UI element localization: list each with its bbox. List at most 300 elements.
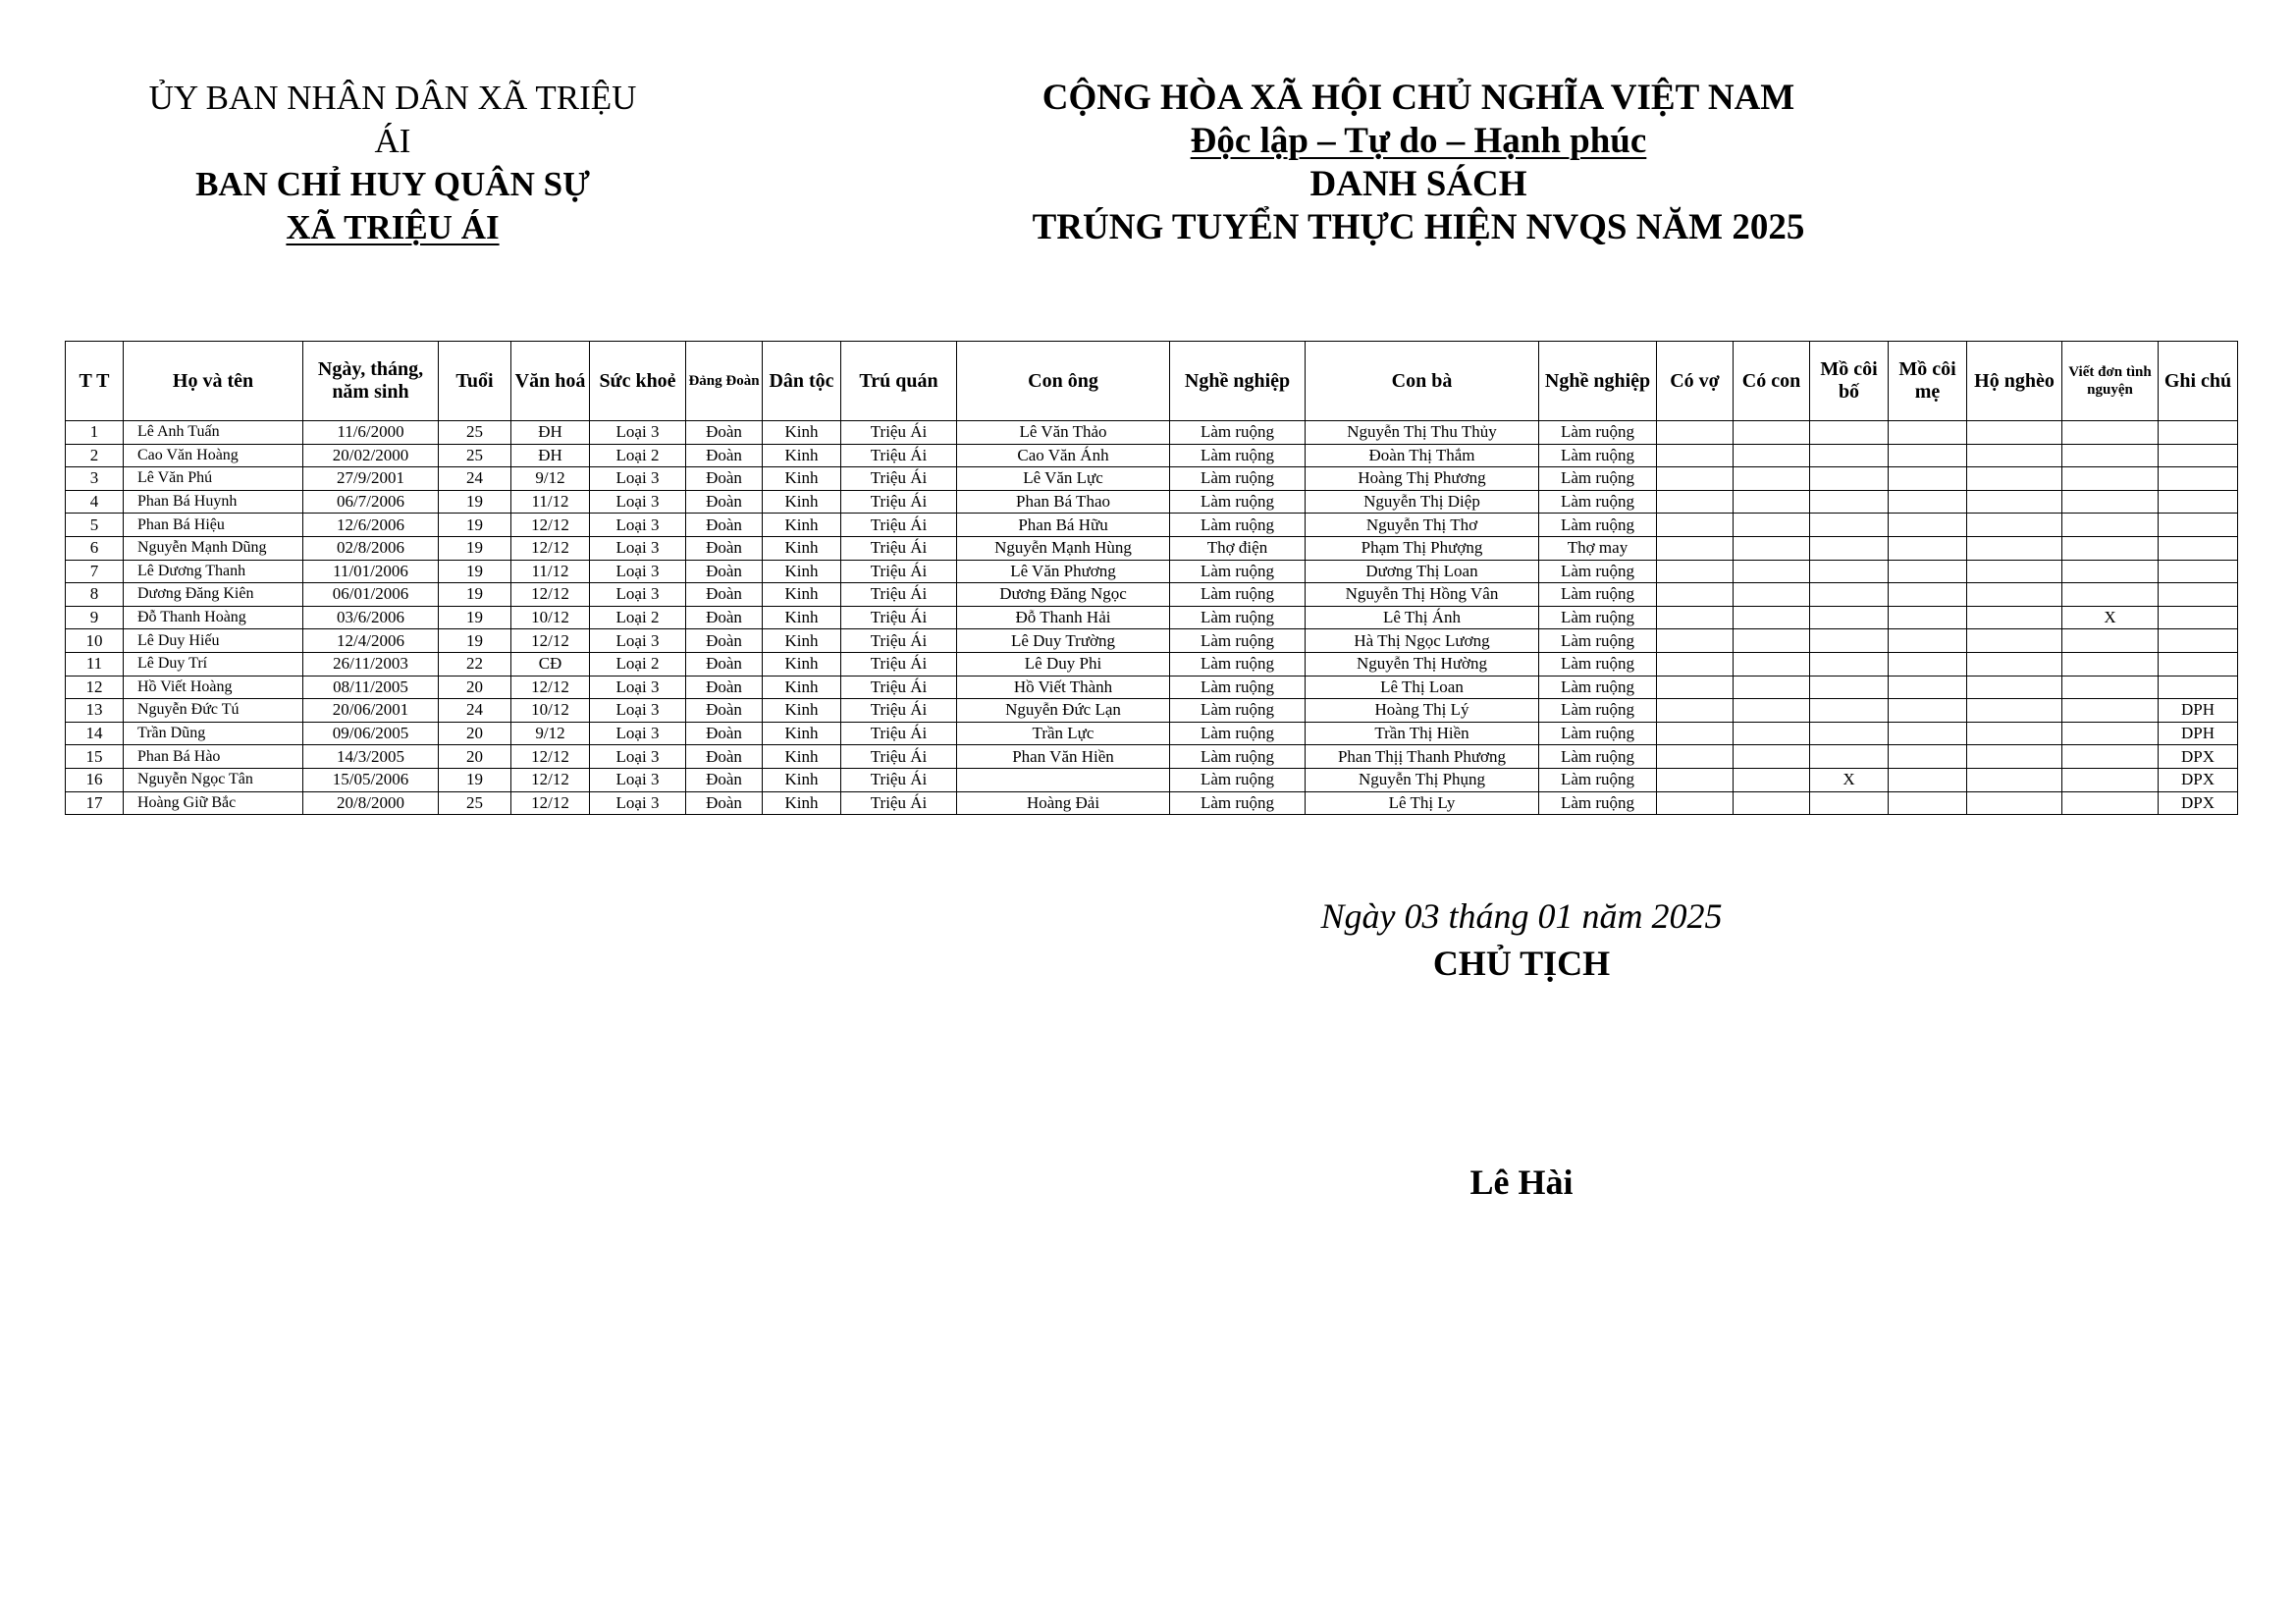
cell-volunteer <box>2062 421 2159 445</box>
cell-no-father <box>1810 745 1889 769</box>
cell-name: Lê Duy Trí <box>124 652 303 676</box>
cell-married <box>1657 560 1734 583</box>
cell-no-father <box>1810 652 1889 676</box>
cell-no-father <box>1810 444 1889 467</box>
cell-ethnicity: Kinh <box>763 606 841 629</box>
cell-no-mother <box>1889 560 1967 583</box>
col-header-married: Có vợ <box>1657 342 1734 421</box>
cell-party: Đoàn <box>686 536 763 560</box>
col-header-health: Sức khoẻ <box>590 342 686 421</box>
col-header-father: Con ông <box>957 342 1170 421</box>
cell-children <box>1734 583 1810 607</box>
cell-mother-job: Làm ruộng <box>1539 629 1657 653</box>
table-row <box>66 444 2238 467</box>
cell-residence: Triệu Ái <box>841 629 957 653</box>
cell-ethnicity: Kinh <box>763 791 841 815</box>
table-row <box>66 745 2238 769</box>
cell-health: Loại 3 <box>590 722 686 745</box>
cell-party: Đoàn <box>686 652 763 676</box>
cell-name: Lê Dương Thanh <box>124 560 303 583</box>
cell-name: Cao Văn Hoàng <box>124 444 303 467</box>
col-header-note: Ghi chú <box>2159 342 2238 421</box>
cell-party: Đoàn <box>686 722 763 745</box>
cell-children <box>1734 652 1810 676</box>
cell-education: ĐH <box>511 421 590 445</box>
cell-no-mother <box>1889 583 1967 607</box>
cell-age: 20 <box>439 722 511 745</box>
col-header-dob: Ngày, tháng, năm sinh <box>303 342 439 421</box>
cell-father-job: Làm ruộng <box>1170 444 1306 467</box>
signature-name: Lê Hài <box>1469 1163 1574 1202</box>
cell-no-father <box>1810 490 1889 514</box>
cell-no-mother <box>1889 745 1967 769</box>
cell-education: 10/12 <box>511 699 590 723</box>
cell-name: Hồ Viết Hoàng <box>124 676 303 699</box>
cell-note <box>2159 560 2238 583</box>
cell-note <box>2159 652 2238 676</box>
cell-party: Đoàn <box>686 606 763 629</box>
cell-mother-job: Làm ruộng <box>1539 583 1657 607</box>
cell-education: 9/12 <box>511 722 590 745</box>
cell-volunteer <box>2062 490 2159 514</box>
cell-stt: 11 <box>66 652 124 676</box>
cell-residence: Triệu Ái <box>841 536 957 560</box>
cell-age: 19 <box>439 536 511 560</box>
cell-poor-household <box>1967 514 2062 537</box>
cell-note <box>2159 467 2238 491</box>
cell-no-mother <box>1889 467 1967 491</box>
cell-note <box>2159 421 2238 445</box>
cell-dob: 03/6/2006 <box>303 606 439 629</box>
cell-stt: 5 <box>66 514 124 537</box>
cell-age: 25 <box>439 791 511 815</box>
table-row <box>66 699 2238 723</box>
cell-volunteer <box>2062 652 2159 676</box>
cell-note: DPX <box>2159 768 2238 791</box>
cell-no-father <box>1810 421 1889 445</box>
cell-health: Loại 3 <box>590 560 686 583</box>
cell-children <box>1734 699 1810 723</box>
cell-no-father <box>1810 583 1889 607</box>
cell-party: Đoàn <box>686 629 763 653</box>
cell-note: DPX <box>2159 745 2238 769</box>
cell-mother: Trần Thị Hiền <box>1306 722 1539 745</box>
cell-stt: 9 <box>66 606 124 629</box>
cell-mother: Nguyễn Thị Thu Thủy <box>1306 421 1539 445</box>
cell-no-mother <box>1889 606 1967 629</box>
national-motto: Độc lập – Tự do – Hạnh phúc <box>1190 121 1647 161</box>
cell-stt: 14 <box>66 722 124 745</box>
cell-education: 10/12 <box>511 606 590 629</box>
cell-poor-household <box>1967 791 2062 815</box>
cell-mother-job: Làm ruộng <box>1539 444 1657 467</box>
cell-note <box>2159 536 2238 560</box>
cell-father-job: Làm ruộng <box>1170 768 1306 791</box>
cell-health: Loại 3 <box>590 490 686 514</box>
cell-mother-job: Làm ruộng <box>1539 606 1657 629</box>
cell-no-father <box>1810 536 1889 560</box>
cell-father-job: Làm ruộng <box>1170 514 1306 537</box>
issuer-header <box>128 77 658 249</box>
cell-children <box>1734 722 1810 745</box>
cell-name: Dương Đăng Kiên <box>124 583 303 607</box>
cell-mother-job: Làm ruộng <box>1539 722 1657 745</box>
cell-poor-household <box>1967 699 2062 723</box>
cell-mother-job: Làm ruộng <box>1539 490 1657 514</box>
cell-mother: Nguyễn Thị Phụng <box>1306 768 1539 791</box>
cell-name: Lê Anh Tuấn <box>124 421 303 445</box>
cell-stt: 6 <box>66 536 124 560</box>
cell-note: DPH <box>2159 699 2238 723</box>
cell-health: Loại 3 <box>590 745 686 769</box>
cell-volunteer <box>2062 444 2159 467</box>
cell-age: 25 <box>439 444 511 467</box>
cell-age: 19 <box>439 490 511 514</box>
cell-father: Lê Văn Lực <box>957 467 1170 491</box>
cell-mother: Dương Thị Loan <box>1306 560 1539 583</box>
cell-poor-household <box>1967 629 2062 653</box>
cell-volunteer <box>2062 722 2159 745</box>
cell-father-job: Làm ruộng <box>1170 490 1306 514</box>
table-row <box>66 490 2238 514</box>
cell-note <box>2159 444 2238 467</box>
cell-health: Loại 3 <box>590 514 686 537</box>
cell-age: 24 <box>439 467 511 491</box>
cell-note: DPX <box>2159 791 2238 815</box>
table-row <box>66 652 2238 676</box>
cell-note <box>2159 514 2238 537</box>
cell-no-father <box>1810 699 1889 723</box>
cell-mother: Nguyễn Thị Diệp <box>1306 490 1539 514</box>
cell-father-job: Làm ruộng <box>1170 745 1306 769</box>
cell-children <box>1734 629 1810 653</box>
cell-dob: 20/02/2000 <box>303 444 439 467</box>
cell-note <box>2159 606 2238 629</box>
cell-father <box>957 768 1170 791</box>
cell-no-father <box>1810 560 1889 583</box>
cell-dob: 09/06/2005 <box>303 722 439 745</box>
col-header-father-job: Nghề nghiệp <box>1170 342 1306 421</box>
cell-volunteer <box>2062 768 2159 791</box>
cell-education: 11/12 <box>511 560 590 583</box>
cell-party: Đoàn <box>686 745 763 769</box>
cell-no-mother <box>1889 768 1967 791</box>
cell-dob: 14/3/2005 <box>303 745 439 769</box>
cell-father: Phan Bá Hữu <box>957 514 1170 537</box>
cell-father: Cao Văn Ánh <box>957 444 1170 467</box>
cell-father-job: Làm ruộng <box>1170 583 1306 607</box>
cell-children <box>1734 745 1810 769</box>
cell-mother-job: Làm ruộng <box>1539 514 1657 537</box>
cell-name: Nguyễn Đức Tú <box>124 699 303 723</box>
cell-age: 19 <box>439 606 511 629</box>
table-row <box>66 768 2238 791</box>
cell-father: Nguyễn Đức Lạn <box>957 699 1170 723</box>
table-header-row <box>66 342 2238 421</box>
cell-party: Đoàn <box>686 699 763 723</box>
cell-residence: Triệu Ái <box>841 722 957 745</box>
cell-father-job: Làm ruộng <box>1170 722 1306 745</box>
cell-father-job: Làm ruộng <box>1170 421 1306 445</box>
cell-mother: Hoàng Thị Lý <box>1306 699 1539 723</box>
cell-no-father <box>1810 676 1889 699</box>
table-row <box>66 467 2238 491</box>
cell-ethnicity: Kinh <box>763 652 841 676</box>
cell-mother-job: Làm ruộng <box>1539 745 1657 769</box>
cell-education: 12/12 <box>511 768 590 791</box>
cell-father: Lê Duy Trường <box>957 629 1170 653</box>
cell-dob: 12/4/2006 <box>303 629 439 653</box>
cell-volunteer <box>2062 745 2159 769</box>
cell-children <box>1734 444 1810 467</box>
cell-married <box>1657 444 1734 467</box>
cell-married <box>1657 791 1734 815</box>
cell-children <box>1734 768 1810 791</box>
cell-residence: Triệu Ái <box>841 421 957 445</box>
cell-ethnicity: Kinh <box>763 421 841 445</box>
cell-volunteer <box>2062 560 2159 583</box>
cell-residence: Triệu Ái <box>841 583 957 607</box>
cell-residence: Triệu Ái <box>841 676 957 699</box>
cell-dob: 06/7/2006 <box>303 490 439 514</box>
cell-father: Phan Bá Thao <box>957 490 1170 514</box>
cell-father-job: Làm ruộng <box>1170 676 1306 699</box>
cell-father-job: Làm ruộng <box>1170 791 1306 815</box>
cell-father: Đỗ Thanh Hải <box>957 606 1170 629</box>
cell-children <box>1734 467 1810 491</box>
cell-health: Loại 3 <box>590 467 686 491</box>
cell-ethnicity: Kinh <box>763 467 841 491</box>
cell-no-mother <box>1889 444 1967 467</box>
cell-married <box>1657 629 1734 653</box>
cell-name: Phan Bá Hào <box>124 745 303 769</box>
cell-mother: Nguyễn Thị Hồng Vân <box>1306 583 1539 607</box>
cell-stt: 17 <box>66 791 124 815</box>
table-row <box>66 629 2238 653</box>
cell-stt: 15 <box>66 745 124 769</box>
cell-name: Lê Duy Hiếu <box>124 629 303 653</box>
cell-name: Phan Bá Hiệu <box>124 514 303 537</box>
col-header-children: Có con <box>1734 342 1810 421</box>
col-header-no-mother: Mồ côi mẹ <box>1889 342 1967 421</box>
col-header-name: Họ và tên <box>124 342 303 421</box>
cell-age: 19 <box>439 583 511 607</box>
col-header-no-father: Mồ côi bố <box>1810 342 1889 421</box>
cell-father-job: Làm ruộng <box>1170 467 1306 491</box>
cell-children <box>1734 514 1810 537</box>
cell-children <box>1734 490 1810 514</box>
cell-married <box>1657 745 1734 769</box>
col-header-mother: Con bà <box>1306 342 1539 421</box>
cell-father-job: Làm ruộng <box>1170 652 1306 676</box>
cell-no-father <box>1810 629 1889 653</box>
cell-note <box>2159 629 2238 653</box>
cell-age: 25 <box>439 421 511 445</box>
cell-note <box>2159 583 2238 607</box>
cell-residence: Triệu Ái <box>841 652 957 676</box>
cell-name: Trần Dũng <box>124 722 303 745</box>
cell-health: Loại 3 <box>590 421 686 445</box>
issuer-commune-text: XÃ TRIỆU ÁI <box>286 208 500 246</box>
cell-mother: Lê Thị Ly <box>1306 791 1539 815</box>
cell-age: 19 <box>439 514 511 537</box>
cell-education: 12/12 <box>511 514 590 537</box>
cell-stt: 16 <box>66 768 124 791</box>
cell-note <box>2159 676 2238 699</box>
cell-no-father: X <box>1810 768 1889 791</box>
cell-dob: 26/11/2003 <box>303 652 439 676</box>
cell-ethnicity: Kinh <box>763 536 841 560</box>
cell-father: Phan Văn Hiền <box>957 745 1170 769</box>
cell-stt: 2 <box>66 444 124 467</box>
cell-mother-job: Làm ruộng <box>1539 467 1657 491</box>
cell-education: CĐ <box>511 652 590 676</box>
cell-dob: 12/6/2006 <box>303 514 439 537</box>
cell-residence: Triệu Ái <box>841 444 957 467</box>
cell-mother: Phan Thịị Thanh Phương <box>1306 745 1539 769</box>
table-row <box>66 421 2238 445</box>
cell-mother-job: Làm ruộng <box>1539 791 1657 815</box>
cell-dob: 20/06/2001 <box>303 699 439 723</box>
cell-education: 12/12 <box>511 676 590 699</box>
cell-father: Trần Lực <box>957 722 1170 745</box>
cell-name: Nguyễn Mạnh Dũng <box>124 536 303 560</box>
cell-dob: 02/8/2006 <box>303 536 439 560</box>
table-row <box>66 722 2238 745</box>
national-motto-wrap <box>918 120 1919 163</box>
cell-poor-household <box>1967 676 2062 699</box>
cell-children <box>1734 791 1810 815</box>
cell-dob: 15/05/2006 <box>303 768 439 791</box>
cell-no-mother <box>1889 791 1967 815</box>
signature-date: Ngày 03 tháng 01 năm 2025 <box>1320 896 1723 936</box>
cell-volunteer <box>2062 629 2159 653</box>
cell-mother-job: Làm ruộng <box>1539 560 1657 583</box>
cell-party: Đoàn <box>686 583 763 607</box>
cell-ethnicity: Kinh <box>763 444 841 467</box>
cell-health: Loại 3 <box>590 768 686 791</box>
cell-no-mother <box>1889 421 1967 445</box>
cell-ethnicity: Kinh <box>763 560 841 583</box>
cell-married <box>1657 768 1734 791</box>
cell-father: Hồ Viết Thành <box>957 676 1170 699</box>
cell-education: 12/12 <box>511 583 590 607</box>
cell-poor-household <box>1967 421 2062 445</box>
cell-children <box>1734 536 1810 560</box>
recruit-table <box>65 341 2238 815</box>
cell-residence: Triệu Ái <box>841 490 957 514</box>
cell-married <box>1657 421 1734 445</box>
cell-no-father <box>1810 791 1889 815</box>
cell-party: Đoàn <box>686 514 763 537</box>
cell-children <box>1734 676 1810 699</box>
cell-note <box>2159 490 2238 514</box>
cell-stt: 4 <box>66 490 124 514</box>
cell-age: 20 <box>439 676 511 699</box>
cell-volunteer <box>2062 699 2159 723</box>
cell-poor-household <box>1967 583 2062 607</box>
cell-health: Loại 2 <box>590 606 686 629</box>
cell-no-mother <box>1889 722 1967 745</box>
cell-no-father <box>1810 467 1889 491</box>
cell-dob: 11/01/2006 <box>303 560 439 583</box>
cell-ethnicity: Kinh <box>763 514 841 537</box>
cell-age: 19 <box>439 768 511 791</box>
cell-education: ĐH <box>511 444 590 467</box>
cell-no-mother <box>1889 629 1967 653</box>
cell-health: Loại 3 <box>590 676 686 699</box>
cell-residence: Triệu Ái <box>841 791 957 815</box>
cell-name: Lê Văn Phú <box>124 467 303 491</box>
table-row <box>66 583 2238 607</box>
cell-residence: Triệu Ái <box>841 467 957 491</box>
cell-education: 12/12 <box>511 536 590 560</box>
cell-age: 19 <box>439 560 511 583</box>
col-header-residence: Trú quán <box>841 342 957 421</box>
cell-age: 24 <box>439 699 511 723</box>
cell-father: Lê Văn Phương <box>957 560 1170 583</box>
cell-stt: 12 <box>66 676 124 699</box>
cell-stt: 8 <box>66 583 124 607</box>
cell-party: Đoàn <box>686 490 763 514</box>
cell-father-job: Thợ điện <box>1170 536 1306 560</box>
col-header-poor-household: Hộ nghèo <box>1967 342 2062 421</box>
cell-residence: Triệu Ái <box>841 514 957 537</box>
cell-party: Đoàn <box>686 444 763 467</box>
cell-father: Hoàng Đải <box>957 791 1170 815</box>
col-header-party: Đảng Đoàn <box>686 342 763 421</box>
cell-children <box>1734 560 1810 583</box>
cell-ethnicity: Kinh <box>763 699 841 723</box>
col-header-age: Tuổi <box>439 342 511 421</box>
cell-no-mother <box>1889 699 1967 723</box>
cell-no-mother <box>1889 676 1967 699</box>
cell-mother-job: Làm ruộng <box>1539 699 1657 723</box>
cell-poor-household <box>1967 722 2062 745</box>
cell-stt: 1 <box>66 421 124 445</box>
col-header-education: Văn hoá <box>511 342 590 421</box>
cell-dob: 27/9/2001 <box>303 467 439 491</box>
cell-party: Đoàn <box>686 791 763 815</box>
cell-ethnicity: Kinh <box>763 745 841 769</box>
cell-stt: 10 <box>66 629 124 653</box>
cell-married <box>1657 676 1734 699</box>
cell-education: 12/12 <box>511 745 590 769</box>
national-title: CỘNG HÒA XÃ HỘI CHỦ NGHĨA VIỆT NAM <box>1041 78 1795 118</box>
cell-health: Loại 3 <box>590 791 686 815</box>
cell-no-mother <box>1889 536 1967 560</box>
cell-father: Lê Văn Thảo <box>957 421 1170 445</box>
cell-no-father <box>1810 514 1889 537</box>
cell-residence: Triệu Ái <box>841 768 957 791</box>
cell-stt: 7 <box>66 560 124 583</box>
table-row <box>66 676 2238 699</box>
cell-health: Loại 3 <box>590 699 686 723</box>
cell-party: Đoàn <box>686 560 763 583</box>
issuer-committee: ỦY BAN NHÂN DÂN XÃ TRIỆU ÁI <box>148 79 637 160</box>
cell-poor-household <box>1967 490 2062 514</box>
cell-married <box>1657 722 1734 745</box>
cell-father-job: Làm ruộng <box>1170 699 1306 723</box>
cell-party: Đoàn <box>686 421 763 445</box>
cell-father: Nguyễn Mạnh Hùng <box>957 536 1170 560</box>
cell-mother-job: Làm ruộng <box>1539 768 1657 791</box>
cell-dob: 20/8/2000 <box>303 791 439 815</box>
cell-health: Loại 2 <box>590 652 686 676</box>
cell-mother: Hà Thị Ngọc Lương <box>1306 629 1539 653</box>
cell-mother: Phạm Thị Phượng <box>1306 536 1539 560</box>
cell-no-father <box>1810 606 1889 629</box>
